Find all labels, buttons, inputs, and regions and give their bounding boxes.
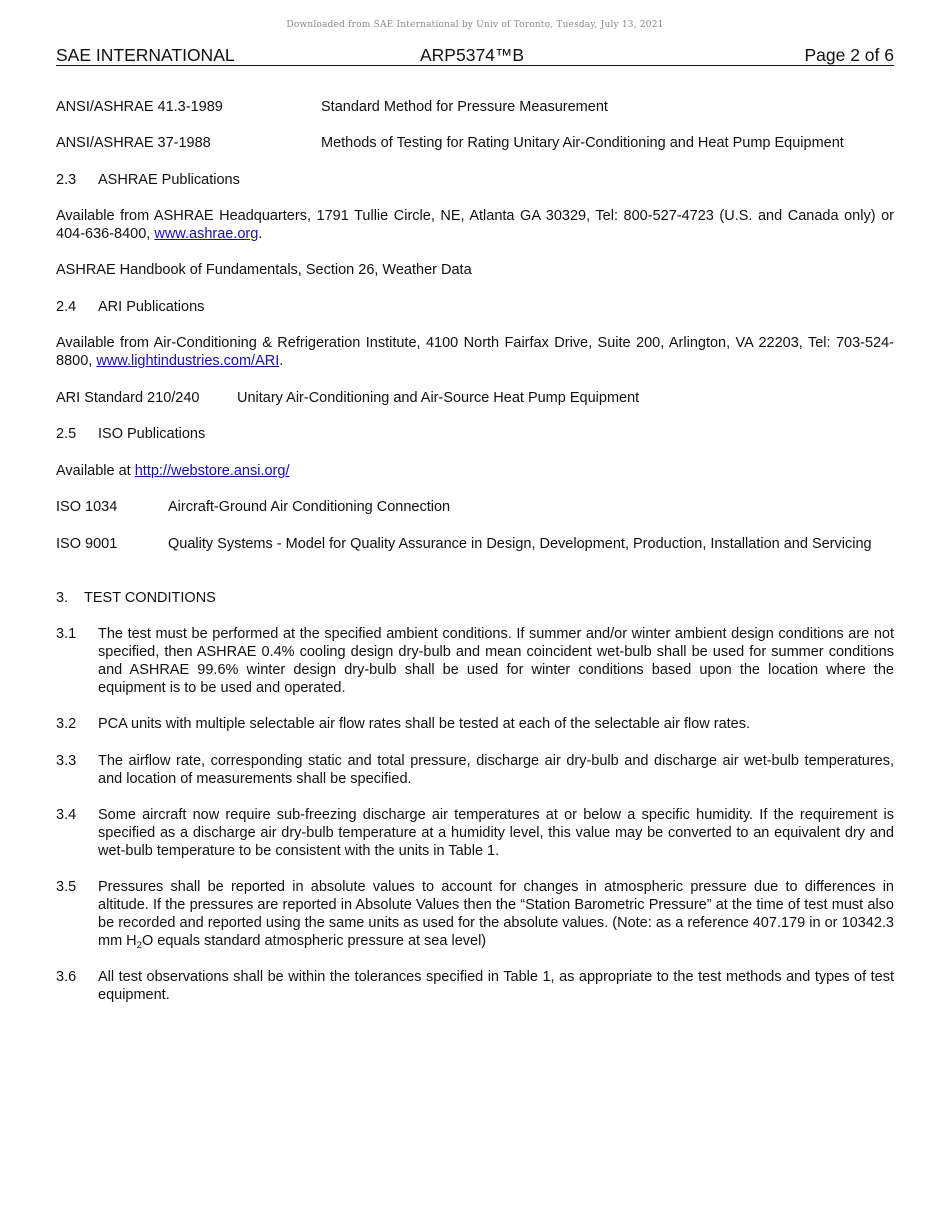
ref-title: Unitary Air-Conditioning and Air-Source Heat Pump Equipment [237,390,640,406]
item-text: The airflow rate, corresponding static and total pressure, discharge air dry-bulb and discharge air wet-bulb temperatures, and location of measurements shall be specified. [98,753,894,787]
item-text: PCA units with multiple selectable air flow rates shall be tested at each of the selectable air flow rates. [98,716,751,732]
item-number: 3.6 [56,969,77,985]
ref-code: ARI Standard 210/240 [56,390,200,406]
header-org: SAE INTERNATIONAL [56,45,235,65]
item-text: All test observations shall be within the tolerances specified in Table 1, as appropriate to the test methods and types of test equipment. [98,969,894,1003]
ref-title: Methods of Testing for Rating Unitary Air-Conditioning and Heat Pump Equipment [321,135,844,151]
header-page-number: Page 2 of 6 [804,45,894,65]
ref-title: ASHRAE Handbook of Fundamentals, Section 26, Weather Data [56,262,472,278]
availability-paragraph: Available from ASHRAE Headquarters, 1791 Tullie Circle, NE, Atlanta GA 30329, Tel: 800-527-4723 (U.S. and Canada only) or 404-636-8400, www.ashrae.org. [56,208,894,242]
ref-title: Quality Systems - Model for Quality Assurance in Design, Development, Production, Installation and Servicing [168,536,872,552]
ref-code: ISO 1034 [56,499,118,515]
availability-paragraph: Available from Air-Conditioning & Refrigeration Institute, 4100 North Fairfax Drive, Suite 200, Arlington, VA 22203, Tel: 703-524-8800, www.lightindustries.com/ARI. [56,335,894,369]
ansi-webstore-link[interactable]: http://webstore.ansi.org/ [134,463,290,479]
ref-title: Standard Method for Pressure Measurement [321,99,608,115]
section-number: 2.4 [56,299,77,315]
item-text: Some aircraft now require sub-freezing discharge air temperatures at or below a specific humidity. If the requirement is specified as a discharge air dry-bulb temperature at a humidity level, this value may be converted to an equivalent dry and wet-bulb temperature to be consistent with the units in Table 1. [98,807,894,859]
item-number: 3.4 [56,807,77,823]
section-heading: ASHRAE Publications [98,172,240,188]
availability-paragraph: Available at http://webstore.ansi.org/ [56,463,290,479]
section-heading: TEST CONDITIONS [84,590,216,606]
item-number: 3.2 [56,716,77,732]
header-doc-id: ARP5374™B [420,45,525,65]
section-heading: ISO Publications [98,426,206,442]
item-number: 3.1 [56,626,77,642]
page-header [56,45,894,66]
ashrae-link[interactable]: www.ashrae.org [154,226,259,242]
section-number: 2.5 [56,426,77,442]
section-number: 2.3 [56,172,77,188]
ref-code: ANSI/ASHRAE 41.3-1989 [56,99,223,115]
item-text: Pressures shall be reported in absolute values to account for changes in atmospheric pressure due to differences in altitude. If the pressures are reported in Absolute Values then the “Station Barometric Pressure” at the time of test must also be recorded and reported using the same units as used for the absolute values. (Note: as a reference 407.179 in or 10342.3 mm $H_2O$ equals standard atmospheric pressure at sea level) [98,879,894,951]
ari-link[interactable]: www.lightindustries.com/ARI [96,353,280,369]
ref-code: ANSI/ASHRAE 37-1988 [56,135,211,151]
item-text: The test must be performed at the specified ambient conditions. If summer and/or winter ambient design conditions are not specified, then ASHRAE 0.4% cooling design dry-bulb and mean coincident wet-bulb shall be used for summer conditions and ASHRAE 99.6% winter design dry-bulb shall be used for winter conditions based upon the location where the equipment is to be used and operated. [98,626,894,696]
ref-title: Aircraft-Ground Air Conditioning Connection [168,499,451,515]
download-watermark: Downloaded from SAE International by Univ of Toronto, Tuesday, July 13, 2021 [286,20,664,30]
item-number: 3.5 [56,879,77,895]
item-number: 3.3 [56,753,77,769]
section-number: 3. [56,590,69,606]
ref-code: ISO 9001 [56,536,118,552]
section-heading: ARI Publications [98,299,205,315]
